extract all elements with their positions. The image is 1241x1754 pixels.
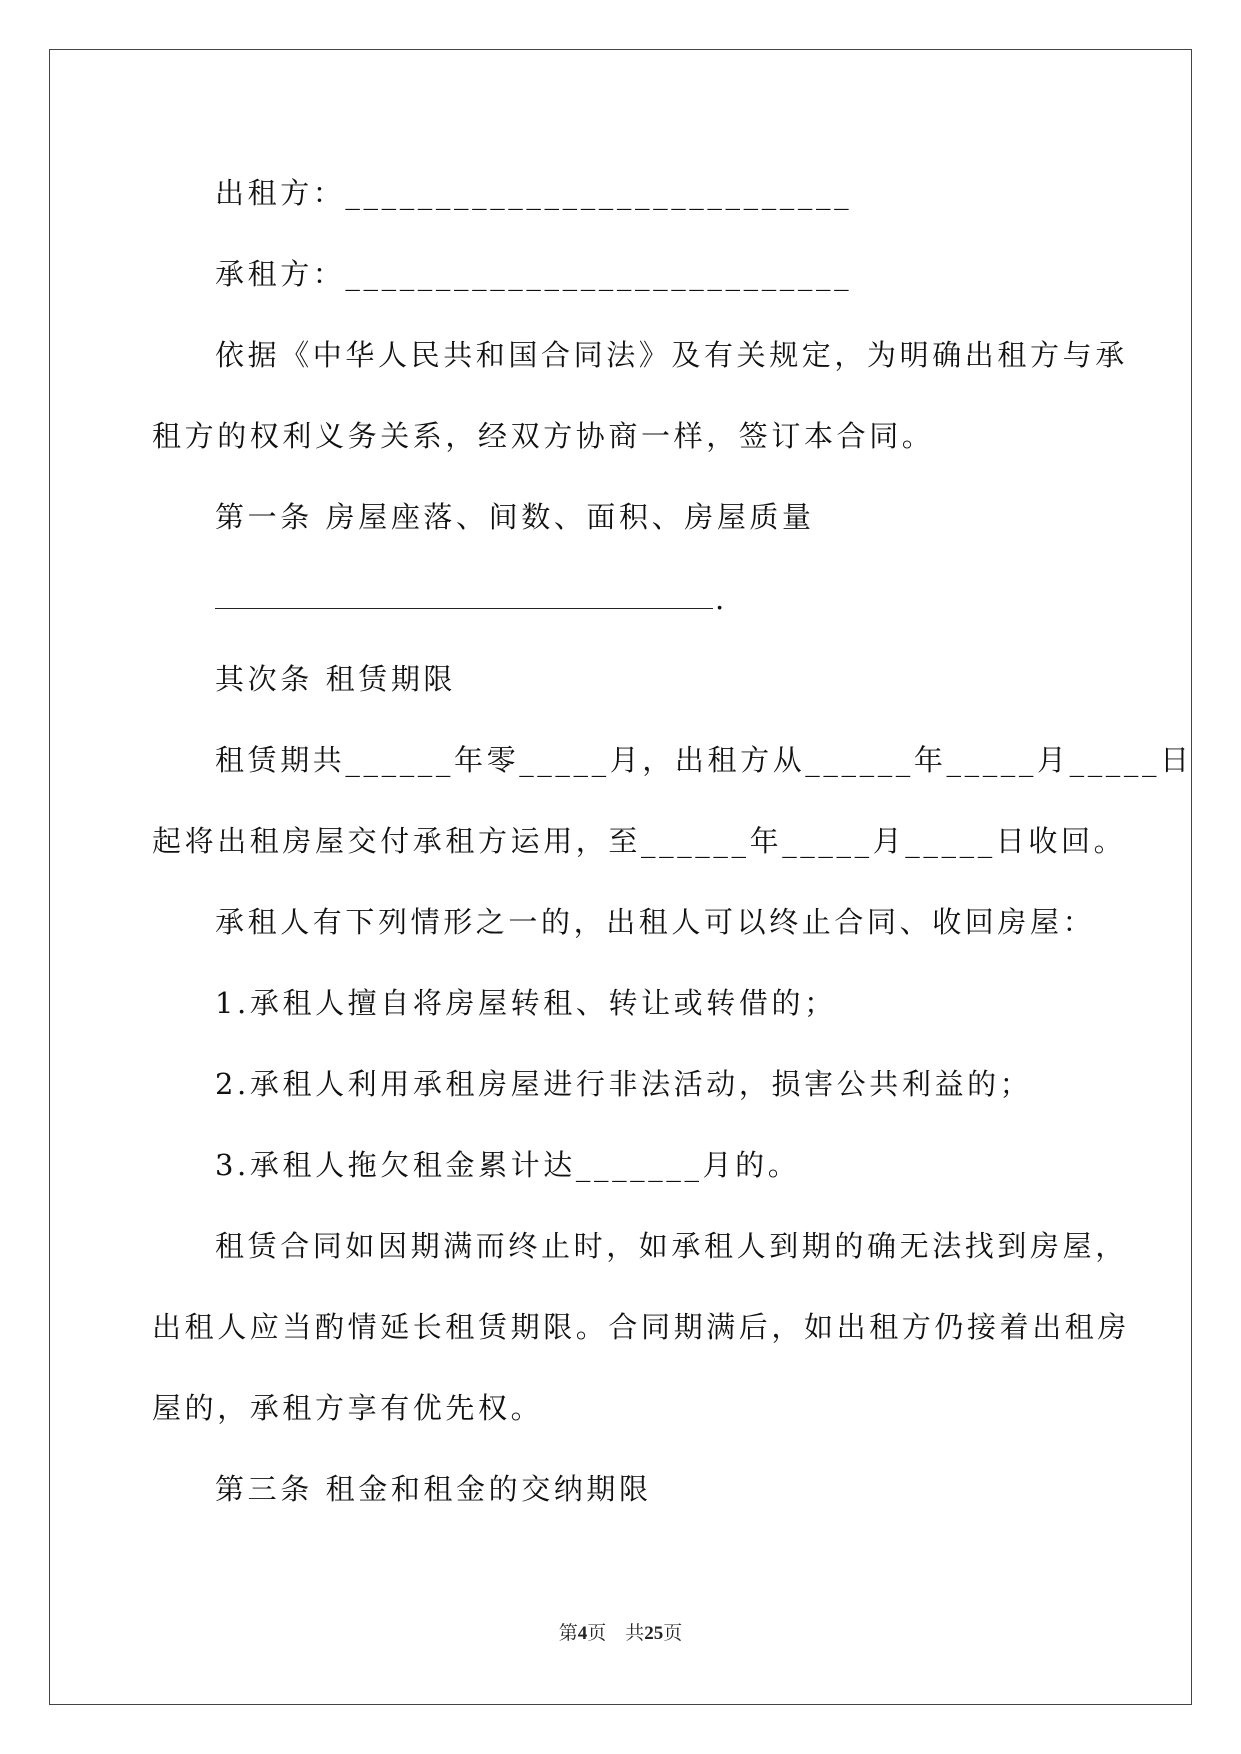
termination-item-2: 2.承租人利用承租房屋进行非法活动，损害公共利益的； xyxy=(215,1067,1033,1101)
footer-prefix: 第 xyxy=(558,1623,578,1644)
footer-page-number: 4 xyxy=(577,1623,588,1644)
renewal-line-1: 租赁合同如因期满而终止时，如承租人到期的确无法找到房屋， xyxy=(215,1229,1128,1263)
page-border xyxy=(49,49,1192,1705)
article-2-heading: 其次条 租赁期限 xyxy=(215,662,457,696)
preamble-line-1: 依据《中华人民共和国合同法》及有关规定，为明确出租方与承 xyxy=(215,338,1128,372)
termination-intro: 承租人有下列情形之一的，出租人可以终止合同、收回房屋： xyxy=(215,905,1096,939)
article-1-heading: 第一条 房屋座落、间数、面积、房屋质量 xyxy=(215,500,815,534)
lease-term-line-1: 租赁期共______年零_____月，出租方从______年_____月_____日 xyxy=(215,743,1193,777)
article-3-heading: 第三条 租金和租金的交纳期限 xyxy=(215,1472,652,1506)
article-1-blank xyxy=(215,608,713,609)
lessor-line: 出租方：____________________________ xyxy=(215,176,853,210)
renewal-line-3: 屋的，承租方享有优先权。 xyxy=(152,1391,544,1425)
renewal-line-2: 出租人应当酌情延长租赁期限。合同期满后，如出租方仍接着出租房 xyxy=(152,1310,1131,1344)
page-footer xyxy=(0,1618,1241,1645)
lessee-line: 承租方：____________________________ xyxy=(215,257,853,291)
footer-suffix: 页 xyxy=(663,1623,683,1644)
footer-total-pages: 25 xyxy=(644,1623,664,1644)
footer-middle: 页 共 xyxy=(587,1623,645,1644)
lease-term-line-2: 起将出租房屋交付承租方运用，至______年_____月_____日收回。 xyxy=(152,824,1127,858)
termination-item-1: 1.承租人擅自将房屋转租、转让或转借的； xyxy=(215,986,837,1020)
preamble-line-2: 租方的权利义务关系，经双方协商一样，签订本合同。 xyxy=(152,419,935,453)
termination-item-3: 3.承租人拖欠租金累计达_______月的。 xyxy=(215,1148,801,1182)
article-1-blank-period: . xyxy=(715,582,725,616)
